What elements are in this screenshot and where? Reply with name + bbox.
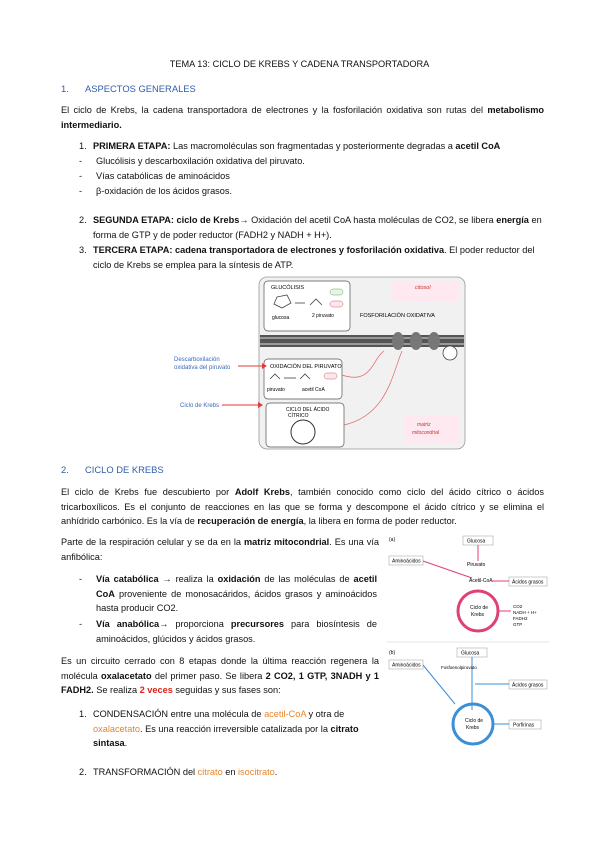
anabolic-item <box>79 617 377 646</box>
dash-marker: - <box>79 171 83 181</box>
bold-text: SEGUNDA ETAPA: ciclo de Krebs <box>93 215 240 225</box>
list-item-etapa-3 <box>79 243 544 272</box>
cycle-label: Ciclo de <box>470 605 489 611</box>
bold-text: Vía anabólica <box>96 619 160 629</box>
text: El ciclo de Krebs fue descubierto por <box>61 487 235 497</box>
text: . <box>274 767 278 777</box>
atp-synthase-icon <box>443 346 457 360</box>
amino-label: Aminoácidos <box>392 558 421 565</box>
text: Oxidación del acetil CoA hasta moléculas de CO2, se libera <box>248 215 497 225</box>
text: . El poder reductor del ciclo de Krebs se emplea para la síntesis de ATP. <box>93 245 535 270</box>
text: . Es una vía anfibólica: <box>61 537 379 562</box>
catabolic-item <box>79 572 377 616</box>
complex-icon <box>410 332 422 350</box>
text: Es un circuito cerrado con 8 etapas donde la última reacción regenera la molécula <box>61 656 379 681</box>
cycle-label: CICLO DEL ÁCIDO <box>286 407 330 413</box>
text: Glucólisis y descarboxilación oxidativa del piruvato. <box>96 156 305 166</box>
text: Vías catabólicas de aminoácidos <box>96 171 230 181</box>
orange-text: oxalacetato <box>93 723 140 734</box>
cycle-label: Ciclo de <box>465 718 484 724</box>
panel-label: (a) <box>389 537 396 543</box>
glucose-label: glucosa <box>272 315 290 321</box>
text: en <box>222 767 239 777</box>
dash-item <box>79 184 232 199</box>
text: , la libera en forma de poder reductor. <box>303 516 457 527</box>
pyruvate-label: Piruvato <box>467 562 486 568</box>
pyruvate-oxidation-label: OXIDACIÓN DEL PIRUVATO <box>270 364 342 370</box>
section-number: 2. <box>61 464 69 475</box>
complex-icon <box>392 332 404 350</box>
glycolysis-label: GLUCÓLISIS <box>271 285 305 291</box>
section-number: 1. <box>61 83 69 94</box>
text: para biosíntesis de aminoácidos, glúcidos y ácidos grasos. <box>96 619 377 644</box>
arrow-icon <box>423 665 455 704</box>
complex-icon <box>428 332 440 350</box>
respiration-paragraph <box>61 535 379 564</box>
list-number: 3. <box>79 245 87 255</box>
list-number: 2. <box>79 215 87 225</box>
bold-text: 2 CO2, 1 GTP, 3NADH y 1 FADH2. <box>61 670 379 696</box>
bold-text: energía <box>496 215 529 225</box>
dash-marker: - <box>79 186 83 196</box>
citosol-box <box>392 281 460 301</box>
bold-text: recuperación de energía <box>197 516 304 527</box>
text: TRANSFORMACIÓN del <box>93 767 198 777</box>
orange-text: citrato <box>197 767 223 777</box>
text: → realiza la <box>158 574 218 584</box>
bold-text: matriz mitocondrial <box>244 537 330 547</box>
bold-text: PRIMERA ETAPA: <box>93 141 171 151</box>
acetyl-coa-label: acetil CoA <box>302 387 325 393</box>
output-label: CO2 <box>513 604 523 609</box>
bold-text: TERCERA ETAPA: cadena transportadora de electrones y fosforilación oxidativa <box>93 245 445 255</box>
bold-text: citrato sintasa <box>93 723 359 749</box>
section-heading-2 <box>61 463 164 478</box>
cycle-label: CÍTRICO <box>288 413 309 419</box>
output-label: FADH2 <box>513 616 528 621</box>
text: . <box>124 738 128 749</box>
fatty-acid-label: Ácidos grasos <box>512 579 544 586</box>
text: del primer paso. Se libera <box>151 670 266 681</box>
list-number: 2. <box>79 767 87 777</box>
text: Las macromoléculas son fragmentadas y posteriormente degradas a <box>170 141 456 151</box>
atp-badge <box>330 289 343 295</box>
nadh-badge <box>330 301 343 307</box>
text: de las moléculas de <box>260 574 354 584</box>
text: → proporciona <box>159 619 231 629</box>
phase-item-1 <box>79 707 383 751</box>
page-title: TEMA 13: CICLO DE KREBS Y CADENA TRANSPORTADORA <box>169 59 430 69</box>
list-item-etapa-1 <box>79 139 544 154</box>
output-label: NADH + H+ <box>513 610 537 615</box>
cycle-label: Krebs <box>466 725 480 731</box>
phase-item-2 <box>79 765 544 780</box>
text: Se realiza <box>93 685 140 696</box>
descarboxilation-label: oxidativa del piruvato <box>174 365 231 371</box>
text: β-oxidación de los ácidos grasos. <box>96 186 233 196</box>
amino-label: Aminoácidos <box>392 662 421 669</box>
dash-marker: - <box>79 574 83 584</box>
section-title: CICLO DE KREBS <box>85 464 164 475</box>
dash-marker: - <box>79 619 83 629</box>
orange-text: acetil-CoA <box>264 709 306 719</box>
text: . Es una reacción irreversible catalizada por la <box>140 723 331 734</box>
text: proveniente de monosacáridos, ácidos grasos y aminoácidos hasta producir CO2. <box>96 588 377 614</box>
dash-marker: - <box>79 156 83 166</box>
arrow-icon <box>423 561 472 578</box>
list-item-etapa-2 <box>79 213 544 242</box>
pep-label: Fosfoenolpiruvato <box>441 665 477 670</box>
porphyrin-label: Porfirinas <box>513 722 535 729</box>
text: y otra de <box>305 709 345 719</box>
amphibolic-figure <box>387 534 549 753</box>
text: , también conocido como ciclo del ácido cítrico o ácidos tricarboxílicos. Es el conjunto de reacciones en las que se forma y descompone el ácido cítrico y se elimina el anhídrido carbónico. Es la vía de <box>61 487 544 527</box>
matriz-label: matriz <box>417 422 431 428</box>
text: CONDENSACIÓN entre una molécula de <box>93 709 265 719</box>
highlight-text: 2 veces <box>139 685 173 696</box>
circuit-paragraph <box>61 654 379 698</box>
orange-text: isocitrato <box>238 767 275 777</box>
bold-text: precursores <box>230 619 284 629</box>
panel-label: (b) <box>389 650 396 656</box>
glucose-label: Glucosa <box>461 650 480 657</box>
pyruvate-label: 2 piruvato <box>312 313 334 319</box>
descarboxilation-label: Descarboxilación <box>174 357 220 363</box>
nadh-badge <box>324 373 337 379</box>
arrow-icon: → <box>239 215 249 225</box>
list-number: 1. <box>79 709 87 719</box>
bold-text: metabolismo intermediario. <box>61 105 544 130</box>
intro-paragraph <box>61 103 544 132</box>
krebs-cycle-circle-b <box>453 704 493 744</box>
text: en forma de GTP y de poder reductor (FADH2 y NADH + H+). <box>93 215 542 240</box>
section-heading-1 <box>61 82 196 97</box>
dash-item <box>79 154 305 169</box>
krebs-cycle-circle-a <box>458 591 498 631</box>
matriz-box <box>404 415 460 443</box>
dash-item <box>79 169 230 184</box>
acetyl-label: Acetil-CoA <box>469 578 493 584</box>
krebs-label: Ciclo de Krebs <box>180 403 220 409</box>
cycle-label: Krebs <box>471 612 485 618</box>
pyruvate-label: piruvato <box>267 387 285 393</box>
text: Parte de la respiración celular y se da en la <box>61 537 245 547</box>
oxidative-phosphorylation-label: FOSFORILACIÓN OXIDATIVA <box>360 313 435 319</box>
text: seguidas y sus fases son: <box>172 685 281 696</box>
citosol-label: citosol <box>415 285 431 291</box>
cellular-respiration-figure <box>172 275 468 451</box>
bold-text: acetil CoA <box>455 141 501 151</box>
list-number: 1. <box>79 141 87 151</box>
bold-text: acetil CoA <box>96 574 378 599</box>
output-label: GTP <box>513 622 523 627</box>
bold-text: Adolf Krebs <box>234 487 290 497</box>
section-title: ASPECTOS GENERALES <box>85 83 196 94</box>
matriz-label: mitocondrial <box>412 430 439 436</box>
glucose-label: Glucosa <box>467 538 486 545</box>
bold-text: oxalacetato <box>101 670 152 681</box>
bold-text: oxidación <box>217 574 261 584</box>
fatty-acid-label: Ácidos grasos <box>512 682 544 689</box>
text: El ciclo de Krebs, la cadena transportadora de electrones y la fosforilación oxidativa son rutas del <box>61 105 488 115</box>
bold-text: Vía catabólica <box>96 574 159 584</box>
krebs-paragraph <box>61 485 544 529</box>
